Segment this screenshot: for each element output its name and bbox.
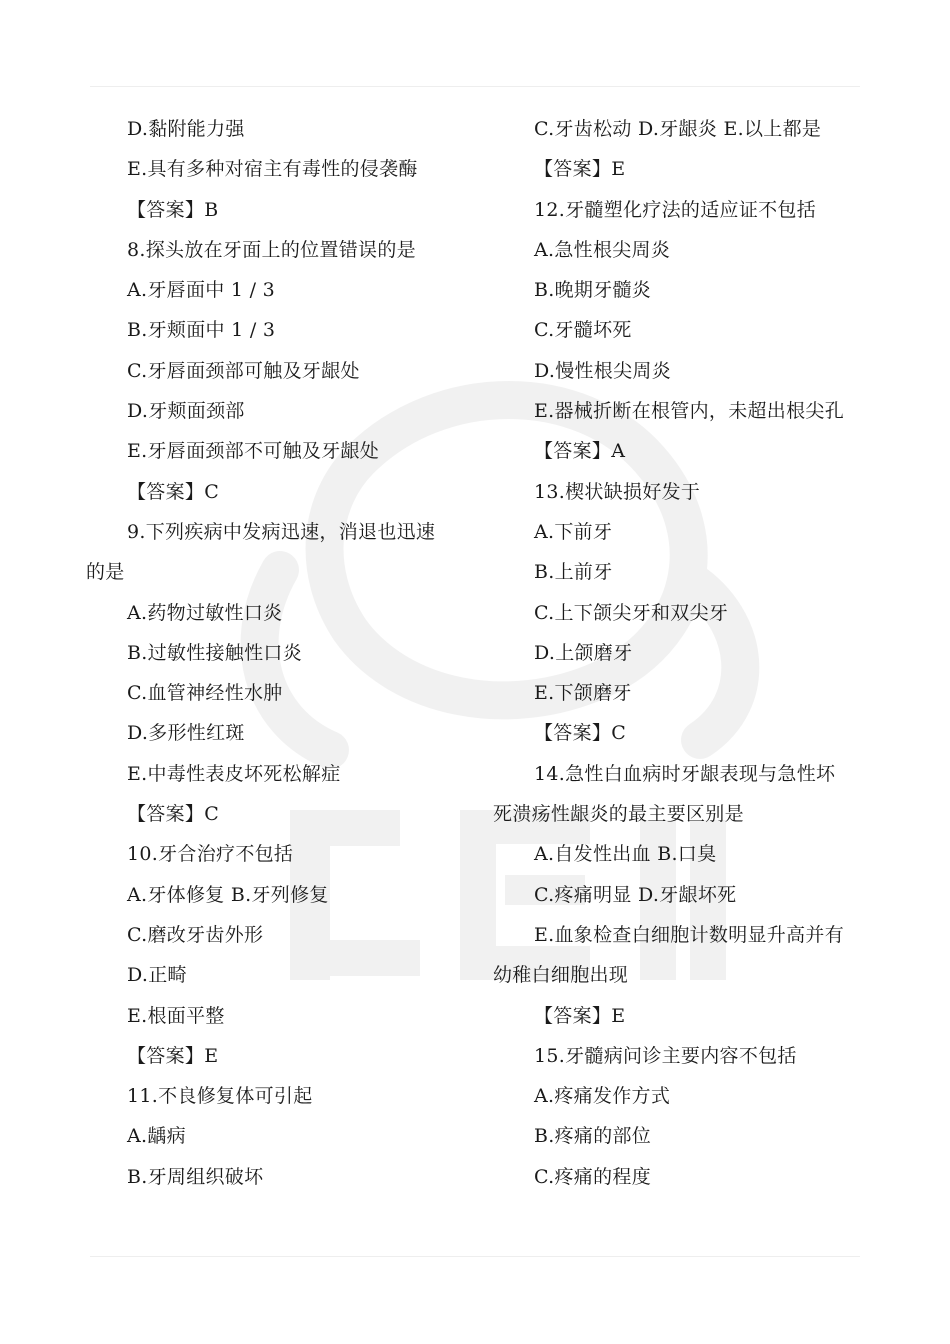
left-column-line: 【答案】B bbox=[127, 198, 219, 221]
left-column-line: A.药物过敏性口炎 bbox=[127, 601, 283, 624]
right-column-line: E.下颌磨牙 bbox=[534, 682, 632, 705]
right-column-line: A.疼痛发作方式 bbox=[534, 1085, 671, 1108]
left-column-line: B.过敏性接触性口炎 bbox=[127, 641, 303, 664]
left-column-line: D.黏附能力强 bbox=[127, 118, 245, 140]
right-column-line: C.牙髓坏死 bbox=[534, 319, 632, 342]
right-column-line: 死溃疡性龈炎的最主要区别是 bbox=[493, 803, 744, 826]
left-column-line: 8.探头放在牙面上的位置错误的是 bbox=[127, 238, 416, 261]
right-column-line: 15.牙髓病问诊主要内容不包括 bbox=[534, 1044, 797, 1067]
right-column-line: 13.楔状缺损好发于 bbox=[534, 480, 701, 503]
right-column-line: 12.牙髓塑化疗法的适应证不包括 bbox=[534, 198, 817, 221]
right-column-line: E.器械折断在根管内，未超出根尖孔 bbox=[534, 400, 845, 423]
left-column-line: A.牙体修复 B.牙列修复 bbox=[127, 883, 329, 906]
left-column-line: 【答案】C bbox=[127, 803, 220, 826]
right-column-line: 【答案】A bbox=[534, 440, 626, 463]
left-column-line: C.血管神经性水肿 bbox=[127, 682, 283, 705]
right-column-line: D.上颌磨牙 bbox=[534, 641, 633, 664]
left-column-line: E.牙唇面颈部不可触及牙龈处 bbox=[127, 440, 380, 463]
right-column-line: A.急性根尖周炎 bbox=[534, 238, 671, 261]
left-column-line: 11.不良修复体可引起 bbox=[127, 1085, 313, 1108]
left-column-line: 的是 bbox=[86, 561, 125, 584]
left-column-line: E.具有多种对宿主有毒性的侵袭酶 bbox=[127, 158, 418, 181]
left-column-line: C.牙唇面颈部可触及牙龈处 bbox=[127, 359, 360, 382]
left-column-line: B.牙颊面中 1 / 3 bbox=[127, 319, 276, 342]
right-column-line: 14.急性白血病时牙龈表现与急性坏 bbox=[534, 762, 836, 785]
left-column-line: C.磨改牙齿外形 bbox=[127, 923, 264, 946]
left-column bbox=[86, 109, 466, 1197]
right-column-line: C.上下颌尖牙和双尖牙 bbox=[534, 601, 729, 624]
footer-divider bbox=[90, 1256, 860, 1257]
left-column-line: E.中毒性表皮坏死松解症 bbox=[127, 762, 341, 785]
left-column-line: 【答案】C bbox=[127, 480, 220, 503]
left-column-line: 10.牙合治疗不包括 bbox=[127, 843, 294, 866]
left-column-line: 【答案】E bbox=[127, 1044, 219, 1067]
right-column-line: 【答案】C bbox=[534, 722, 627, 745]
right-column-line: A.自发性出血 B.口臭 bbox=[534, 843, 717, 866]
left-column-line: D.正畸 bbox=[127, 964, 187, 987]
right-column-line: B.晚期牙髓炎 bbox=[534, 279, 652, 302]
right-column-line: D.慢性根尖周炎 bbox=[534, 359, 671, 382]
right-column-line: E.血象检查白细胞计数明显升高并有 bbox=[534, 923, 845, 946]
right-column-line: C.疼痛明显 D.牙龈坏死 bbox=[534, 883, 737, 906]
left-column-line: A.龋病 bbox=[127, 1125, 186, 1148]
right-column-line: 【答案】E bbox=[534, 158, 626, 181]
right-column-line: 【答案】E bbox=[534, 1004, 626, 1027]
left-column-line: D.多形性红斑 bbox=[127, 722, 245, 745]
left-column-line: A.牙唇面中 1 / 3 bbox=[127, 279, 276, 302]
left-column-line: B.牙周组织破坏 bbox=[127, 1165, 264, 1188]
right-column-line: 幼稚白细胞出现 bbox=[493, 964, 629, 987]
right-column-line: B.上前牙 bbox=[534, 561, 613, 584]
right-column-line: C.牙齿松动 D.牙龈炎 E.以上都是 bbox=[534, 118, 822, 140]
header-divider bbox=[90, 86, 860, 87]
right-column-line: B.疼痛的部位 bbox=[534, 1125, 652, 1148]
right-column-line: A.下前牙 bbox=[534, 520, 613, 543]
right-column bbox=[493, 109, 873, 1197]
left-column-line: 9.下列疾病中发病迅速，消退也迅速 bbox=[127, 520, 436, 543]
left-column-line: E.根面平整 bbox=[127, 1004, 225, 1027]
right-column-line: C.疼痛的程度 bbox=[534, 1165, 652, 1188]
left-column-line: D.牙颊面颈部 bbox=[127, 400, 245, 423]
